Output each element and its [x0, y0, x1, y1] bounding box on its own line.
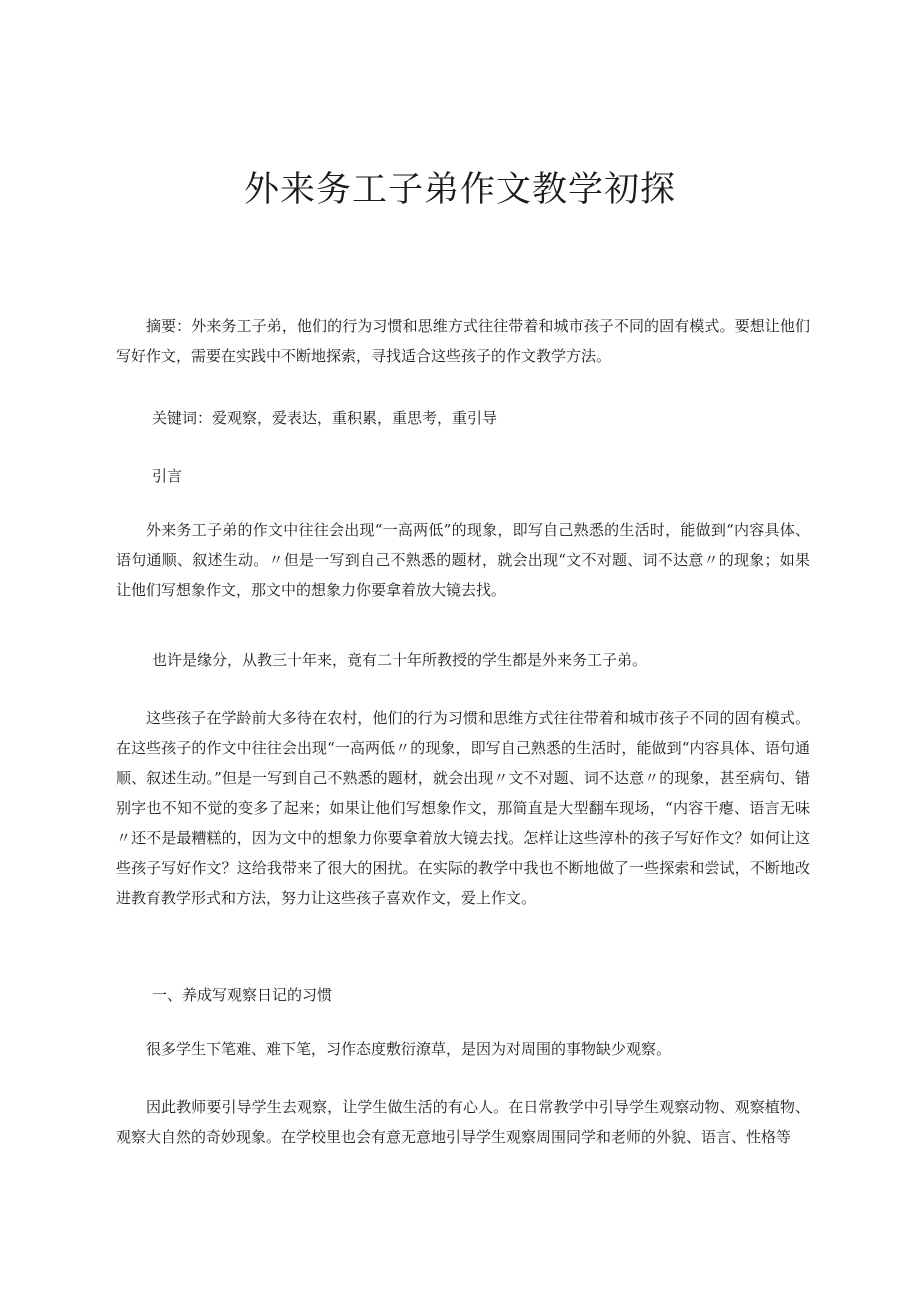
intro-heading: 引言 — [152, 467, 183, 485]
body-paragraph-2: 也许是缘分，从教三十年来，竟有二十年所教授的学生都是外来务工子弟。 — [152, 651, 648, 669]
body-paragraph-5: 因此教师要引导学生去观察，让学生做生活的有心人。在日常教学中引导学生观察动物、观察植物、观察大自然的奇妙现象。在学校里也会有意无意地引导学生观察周围同学和老师的外貌、语言、性格等 — [116, 1098, 810, 1146]
body-paragraph-4: 很多学生下笔难、难下笔，习作态度敷衍潦草，是因为对周围的事物缺少观察。 — [146, 1040, 672, 1058]
section-1-heading: 一、养成写观察日记的习惯 — [152, 986, 333, 1004]
body-paragraph-3: 这些孩子在学龄前大多待在农村，他们的行为习惯和思维方式往往带着和城市孩子不同的固有模式。在这些孩子的作文中往往会出现“一高两低〃的现象，即写自己熟悉的生活时，能做到“内容具体、语句通顺、叙述生动。”但是一写到自己不熟悉的题材，就会出现〃文不对题、词不达意〃的现象，甚至病句、错别字也不知不觉的变多了起来；如果让他们写想象作文，那简直是大型翻车现场，“内容干瘪、语言无味〃还不是最糟糕的，因为文中的想象力你要拿着放大镜去找。怎样让这些淳朴的孩子写好作文？如何让这些孩子写好作文？这给我带来了很大的困扰。在实际的教学中我也不断地做了一些探索和尝试，不断地改进教育教学形式和方法，努力让这些孩子喜欢作文，爱上作文。 — [116, 709, 810, 907]
abstract-paragraph: 摘要：外来务工子弟，他们的行为习惯和思维方式往往带着和城市孩子不同的固有模式。要想让他们写好作文，需要在实践中不断地探索，寻找适合这些孩子的作文教学方法。 — [116, 317, 810, 365]
body-paragraph-1: 外来务工子弟的作文中往往会出现“一高两低”的现象，即写自己熟悉的生活时，能做到“内容具体、语句通顺、叙述生动。〃但是一写到自己不熟悉的题材，就会出现“文不对题、词不达意〃的现象；如果让他们写想象作文，那文中的想象力你要拿着放大镜去找。 — [116, 521, 810, 599]
document-title: 外来务工子弟作文教学初探 — [243, 170, 676, 210]
keywords-line: 关键词：爱观察，爱表达，重积累，重思考，重引导 — [152, 409, 498, 427]
